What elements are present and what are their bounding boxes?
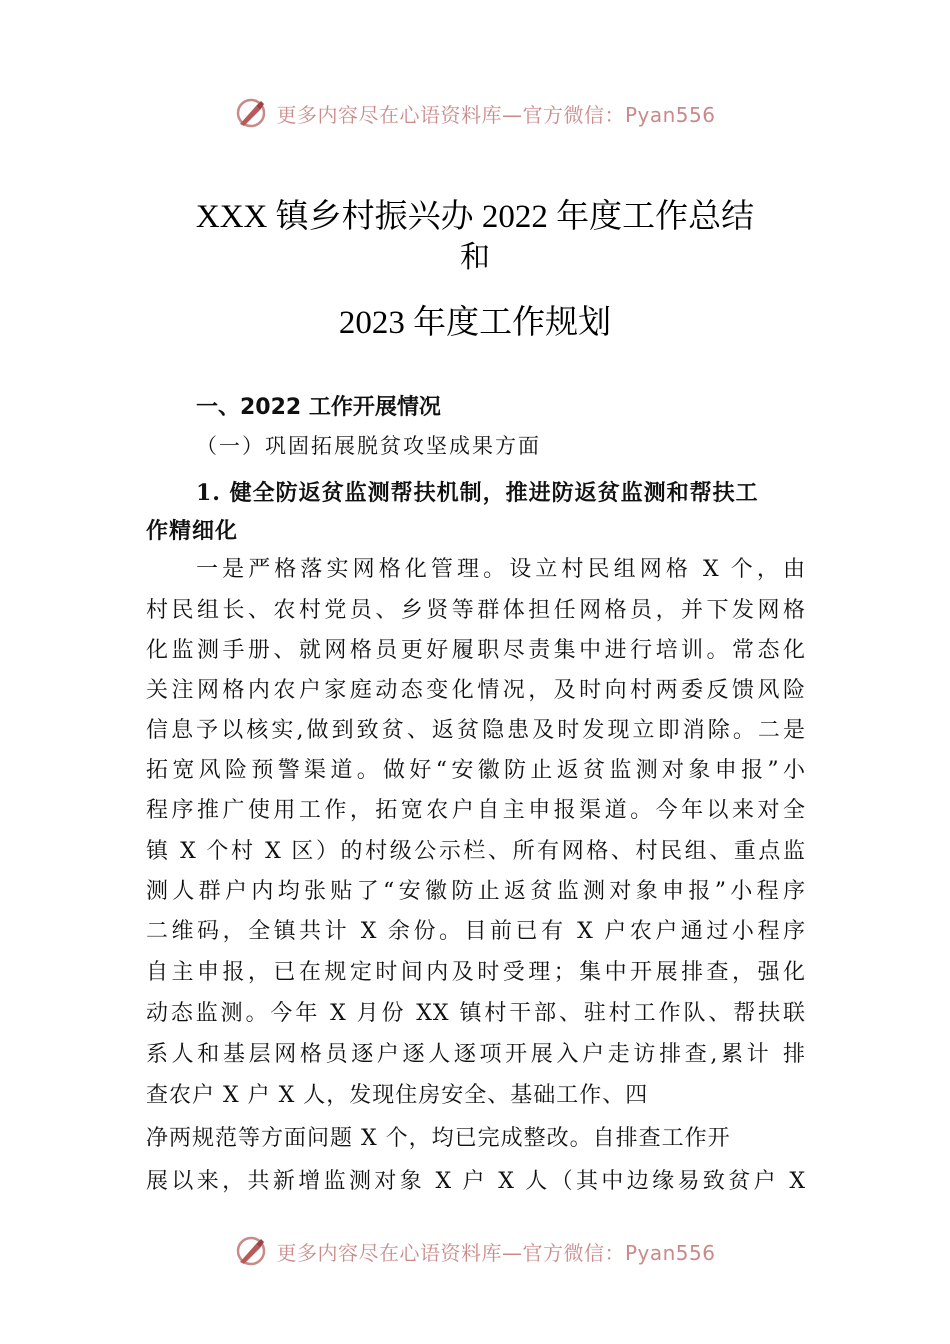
body-line: 净两规范等方面问题 X 个，均已完成整改。自排查工作开	[146, 1126, 731, 1151]
body-line: 动态监测。今年 X 月份 XX 镇村干部、驻村工作队、帮扶联	[146, 1001, 806, 1026]
watermark-text: 更多内容尽在心语资料库—官方微信：Pyan556	[276, 1240, 716, 1265]
item-heading-line-2: 作精细化	[146, 518, 239, 544]
body-line: 展以来，共新增监测对象 X 户 X 人（其中边缘易致贫户 X	[146, 1169, 806, 1194]
document-title-line-3: 2023 年度工作规划	[338, 305, 612, 341]
body-line: 关注网格内农户家庭动态变化情况，及时向村两委反馈风险	[146, 678, 806, 703]
item-heading-line-1: 1. 健全防返贫监测帮扶机制，推进防返贫监测和帮扶工	[196, 480, 759, 506]
watermark-banner-bottom	[0, 1234, 950, 1268]
watermark-banner-top	[0, 96, 950, 130]
pen-nib-logo-icon	[234, 96, 268, 130]
pen-nib-logo-icon	[234, 1234, 268, 1268]
body-line: 村民组长、农村党员、乡贤等群体担任网格员，并下发网格	[146, 598, 806, 623]
subsection-heading: （一）巩固拓展脱贫攻坚成果方面	[196, 434, 541, 458]
body-line: 化监测手册、就网格员更好履职尽责集中进行培训。常态化	[146, 638, 806, 663]
section-heading: 一、2022 工作开展情况	[196, 395, 441, 420]
body-line: 二维码，全镇共计 X 余份。目前已有 X 户农户通过小程序	[146, 919, 806, 944]
body-line: 拓宽风险预警渠道。做好“安徽防止返贫监测对象申报”小	[146, 758, 806, 783]
body-line: 一是严格落实网格化管理。设立村民组网格 X 个，由	[196, 557, 806, 582]
document-title-line-2: 和	[460, 241, 490, 274]
watermark-text: 更多内容尽在心语资料库—官方微信：Pyan556	[276, 102, 716, 127]
document-title-line-1: XXX 镇乡村振兴办 2022 年度工作总结	[195, 199, 755, 235]
body-line: 测人群户内均张贴了“安徽防止返贫监测对象申报”小程序	[146, 879, 806, 904]
body-line: 自主申报，已在规定时间内及时受理；集中开展排查，强化	[146, 960, 806, 985]
body-line: 信息予以核实,做到致贫、返贫隐患及时发现立即消除。二是	[146, 718, 806, 743]
body-line: 系人和基层网格员逐户逐人逐项开展入户走访排查,累计 排	[146, 1042, 806, 1067]
body-line: 查农户 X 户 X 人，发现住房安全、基础工作、四	[146, 1083, 649, 1108]
body-line: 程序推广使用工作，拓宽农户自主申报渠道。今年以来对全	[146, 798, 806, 823]
body-line: 镇 X 个村 X 区）的村级公示栏、所有网格、村民组、重点监	[146, 839, 806, 864]
